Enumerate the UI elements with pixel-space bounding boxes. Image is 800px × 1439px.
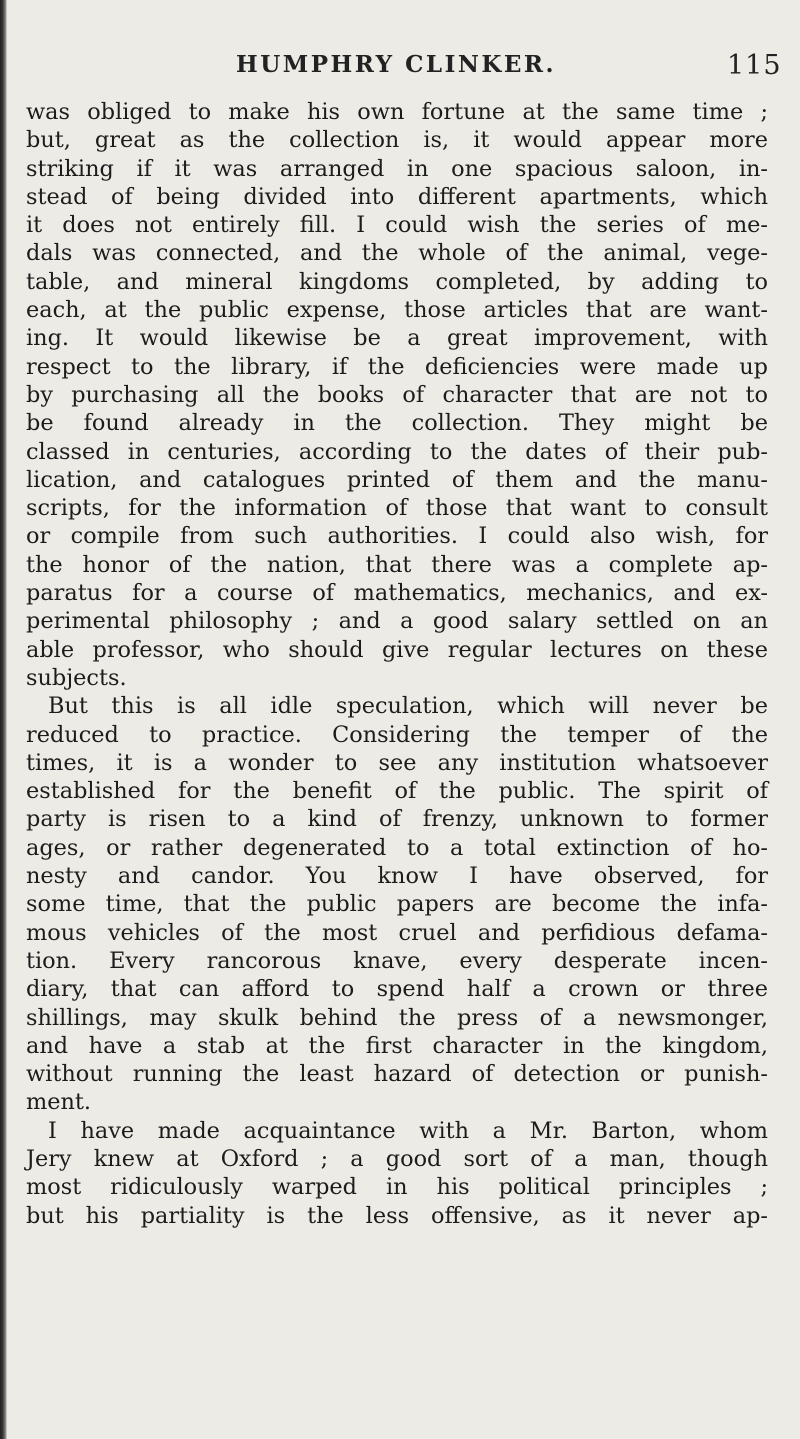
text-line: respect to the library, if the deficiencies were made up	[26, 353, 768, 380]
text-line: was obliged to make his own fortune at the same time ;	[26, 99, 768, 125]
text-line: the honor of the nation, that there was a complete ap-	[26, 551, 768, 578]
text-line: or compile from such authorities. I could also wish, for	[26, 523, 768, 550]
text-line: ages, or rather degenerated to a total extinction of ho-	[26, 834, 768, 861]
text-line: tion. Every rancorous knave, every desperate incen-	[26, 947, 768, 974]
text-line: established for the benefit of the public. The spirit of	[26, 778, 768, 805]
text-line: reduced to practice. Considering the temper of the	[26, 721, 768, 748]
text-line: scripts, for the information of those that want to consult	[26, 495, 768, 522]
text-line: times, it is a wonder to see any institution whatsoever	[26, 749, 768, 776]
text-line: party is risen to a kind of frenzy, unknown to former	[26, 806, 768, 833]
paragraph-end-line: subjects.	[26, 664, 127, 691]
text-line: it does not entirely fill. I could wish the series of me-	[26, 212, 768, 239]
text-line: most ridiculously warped in his political principles ;	[26, 1174, 768, 1201]
text-line: mous vehicles of the most cruel and perfidious defama-	[26, 919, 768, 946]
text-line: classed in centuries, according to the dates of their pub-	[26, 438, 768, 465]
text-line: lication, and catalogues printed of them and the manu-	[26, 466, 768, 493]
text-line: but his partiality is the less offensive, as it never ap-	[26, 1202, 768, 1229]
text-line: dals was connected, and the whole of the animal, vege-	[26, 240, 768, 267]
paragraph-start-line: But this is all idle speculation, which will never be	[48, 693, 768, 720]
text-line: paratus for a course of mathematics, mechanics, and ex-	[26, 580, 768, 607]
paragraph-start-line: I have made acquaintance with a Mr. Barton, whom	[48, 1117, 768, 1144]
text-line: perimental philosophy ; and a good salary settled on an	[26, 608, 768, 635]
text-line: able professor, who should give regular lectures on these	[26, 636, 768, 663]
text-line: nesty and candor. You know I have observed, for	[26, 863, 768, 890]
text-line: ing. It would likewise be a great improvement, with	[26, 325, 768, 352]
page-number: 115	[727, 50, 782, 81]
running-title: HUMPHRY CLINKER.	[236, 51, 557, 78]
text-line: some time, that the public papers are become the infa-	[26, 891, 768, 918]
text-line: table, and mineral kingdoms completed, by adding to	[26, 268, 768, 295]
text-line: but, great as the collection is, it would appear more	[26, 127, 768, 154]
text-line: diary, that can afford to spend half a crown or three	[26, 976, 768, 1003]
page-spine-shadow	[0, 0, 7, 1439]
text-line: Jery knew at Oxford ; a good sort of a man, though	[26, 1145, 768, 1172]
body-text	[26, 98, 768, 1230]
text-line: be found already in the collection. They might be	[26, 410, 768, 437]
running-head	[0, 50, 800, 90]
text-line: and have a stab at the first character in the kingdom,	[26, 1032, 768, 1059]
text-line: by purchasing all the books of character that are not to	[26, 381, 768, 408]
text-line: each, at the public expense, those articles that are want-	[26, 297, 768, 324]
text-line: shillings, may skulk behind the press of a newsmonger,	[26, 1004, 768, 1031]
paragraph-end-line: ment.	[26, 1089, 92, 1116]
text-line: striking if it was arranged in one spacious saloon, in-	[26, 155, 768, 182]
text-line: stead of being divided into different apartments, which	[26, 183, 768, 210]
text-line: without running the least hazard of detection or punish-	[26, 1061, 768, 1088]
